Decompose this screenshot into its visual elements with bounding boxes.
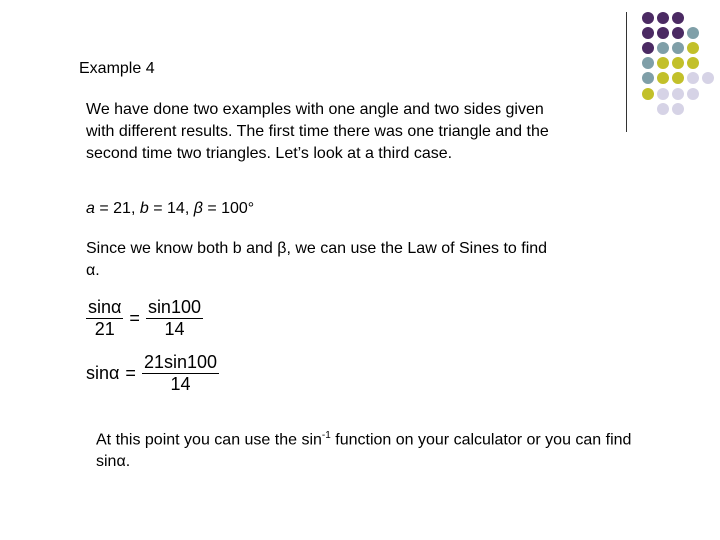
slide-title: Example 4 [79, 60, 155, 77]
decorative-dot [642, 42, 654, 54]
decorative-dot [687, 57, 699, 69]
beta-label: β [193, 200, 203, 217]
decorative-dot [672, 57, 684, 69]
intro-paragraph: We have done two examples with one angle and two sides given with different results. The first time there was one triangle and the second time two triangles. Let’s look at a third case. [86, 101, 549, 162]
decorative-dot [657, 103, 669, 115]
law-of-sines-paragraph: Since we know both b and β, we can use the Law of Sines to find α. [86, 240, 548, 279]
decorative-dot [672, 103, 684, 115]
a-value: 21 [113, 200, 131, 217]
a-label: a [86, 200, 95, 217]
b-value: 14 [167, 200, 185, 217]
decorative-dot [657, 72, 669, 84]
decorative-dot [687, 27, 699, 39]
decorative-dot [702, 72, 714, 84]
equation-solve-sin-alpha: sinα = $\frac{21\sin 100}{14}$ [86, 352, 218, 394]
decorative-dot [642, 72, 654, 84]
decorative-dot [657, 57, 669, 69]
decorative-dot [642, 27, 654, 39]
decorative-dot [672, 88, 684, 100]
beta-value: 100° [221, 200, 255, 217]
decorative-dot [672, 42, 684, 54]
decorative-dot [672, 72, 684, 84]
decorative-dot [672, 27, 684, 39]
calculator-paragraph: At this point you can use the $\sin^{-1}$ function on your calculator or you can find sinα. [96, 430, 632, 471]
equation-law-of-sines: $\frac{\sin\alpha}{21}$ = $\frac{\sin 100}{14}$ [88, 297, 201, 339]
decorative-dot [642, 57, 654, 69]
decorative-dot [657, 12, 669, 24]
decorative-dot [687, 88, 699, 100]
lhs-fraction: $\frac{\sin\alpha}{21}$ [88, 297, 122, 339]
rhs-fraction: $\frac{\sin 100}{14}$ [147, 297, 201, 339]
decorative-dot [642, 12, 654, 24]
decorative-dot [687, 42, 699, 54]
decorative-dot [642, 88, 654, 100]
decorative-divider-line [626, 12, 627, 132]
decorative-dot [657, 27, 669, 39]
rhs-fraction: $\frac{21\sin 100}{14}$ [143, 352, 218, 394]
decorative-dot [657, 42, 669, 54]
decorative-dot [672, 12, 684, 24]
decorative-dot [687, 72, 699, 84]
decorative-dot [657, 88, 669, 100]
given-values: a = 21, b = 14, β = 100° [86, 200, 255, 217]
b-label: b [139, 200, 149, 217]
